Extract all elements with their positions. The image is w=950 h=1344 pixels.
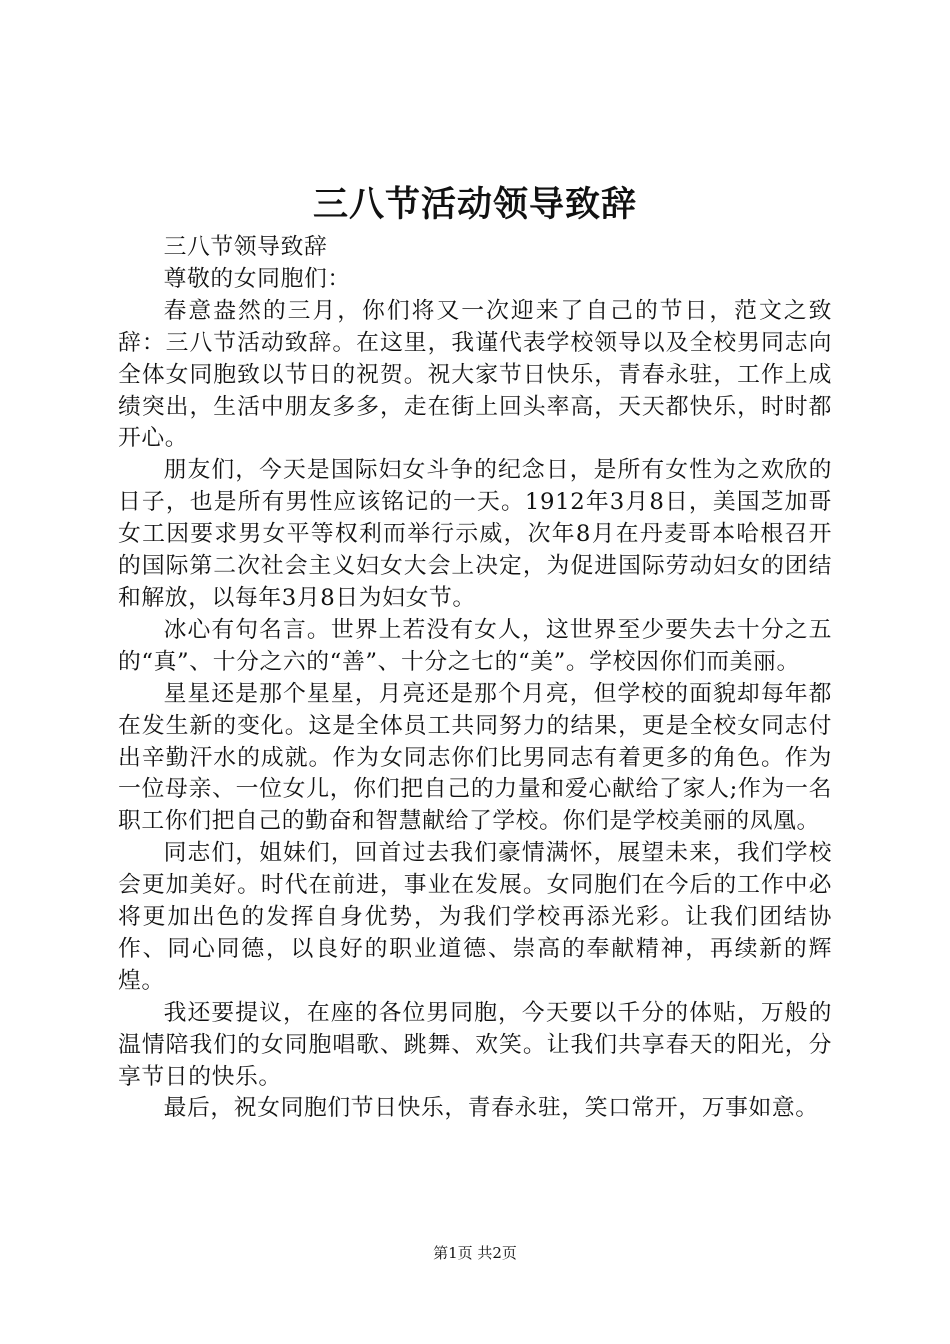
- body-paragraph: 同志们，姐妹们，回首过去我们豪情满怀，展望未来，我们学校会更加美好。时代在前进，事业在发展。女同胞们在今后的工作中必将更加出色的发挥自身优势，为我们学校再添光彩。让我们团结协作、同心同德，以良好的职业道德、崇高的奉献精神，再续新的辉煌。: [118, 840, 832, 994]
- document-title: 三八节活动领导致辞: [312, 184, 637, 225]
- body-paragraph: 我还要提议，在座的各位男同胞，今天要以千分的体贴，万般的温情陪我们的女同胞唱歌、跳舞、欢笑。让我们共享春天的阳光，分享节日的快乐。: [118, 999, 832, 1090]
- body-paragraph: 朋友们，今天是国际妇女斗争的纪念日，是所有女性为之欢欣的日子，也是所有男性应该铭记的一天。1912年3月8日，美国芝加哥女工因要求男女平等权利而举行示威，次年8月在丹麦哥本哈根召开的国际第二次社会主义妇女大会上决定，为促进国际劳动妇女的团结和解放，以每年3月8日为妇女节。: [118, 457, 832, 611]
- document-body: [118, 232, 832, 1125]
- page-footer: 第1页 共2页: [433, 1244, 517, 1262]
- body-paragraph: 春意盎然的三月，你们将又一次迎来了自己的节日，范文之致辞：三八节活动致辞。在这里，我谨代表学校领导以及全校男同志向全体女同胞致以节日的祝贺。祝大家节日快乐，青春永驻，工作上成绩突出，生活中朋友多多，走在街上回头率高，天天都快乐，时时都开心。: [118, 297, 832, 452]
- body-paragraph: 星星还是那个星星，月亮还是那个月亮，但学校的面貌却每年都在发生新的变化。这是全体员工共同努力的结果，更是全校女同志付出辛勤汗水的成就。作为女同志你们比男同志有着更多的角色。作为一位母亲、一位女儿，你们把自己的力量和爱心献给了家人;作为一名职工你们把自己的勤奋和智慧献给了学校。你们是学校美丽的凤凰。: [118, 680, 832, 835]
- body-paragraph: 最后，祝女同胞们节日快乐，青春永驻，笑口常开，万事如意。: [163, 1095, 819, 1122]
- body-paragraph: 冰心有句名言。世界上若没有女人，这世界至少要失去十分之五的“真”、十分之六的“善”、十分之七的“美”。学校因你们而美丽。: [118, 616, 832, 675]
- body-paragraph: 三八节领导致辞: [163, 234, 328, 260]
- body-paragraph: 尊敬的女同胞们：: [163, 265, 351, 292]
